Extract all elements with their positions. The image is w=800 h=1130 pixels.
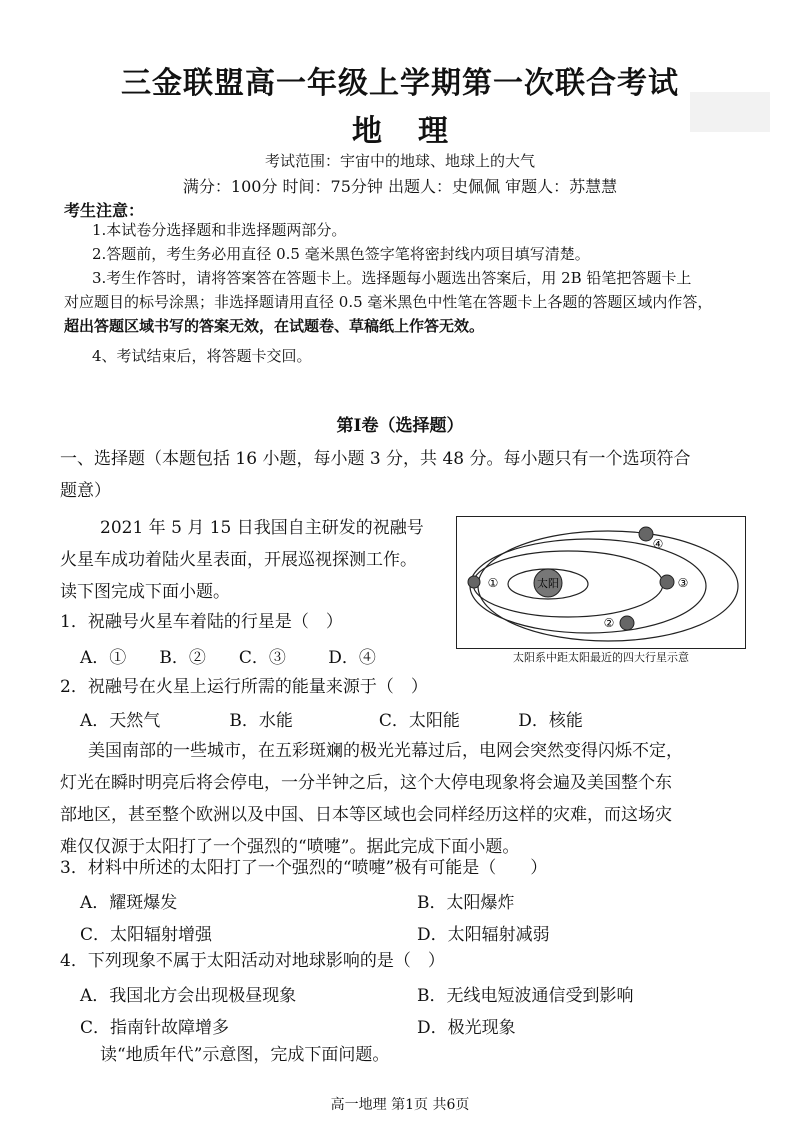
planet-1-icon: [468, 576, 480, 588]
question-1-options: [80, 643, 376, 668]
question-4-stem: 4．下列现象不属于太阳活动对地球影响的是（ ）: [60, 951, 445, 971]
q1-option-c: C．③: [238, 648, 286, 668]
q3-option-d: D．太阳辐射减弱: [417, 925, 550, 945]
sun-label: 太阳: [537, 577, 559, 590]
notice-item-1: 1.本试卷分选择题和非选择题两部分。: [92, 221, 347, 239]
q2-option-c: C．太阳能: [378, 711, 460, 731]
planet-4-icon: [639, 527, 653, 541]
question-2-stem: 2．祝融号在火星上运行所需的能量来源于（ ）: [60, 677, 428, 697]
section-intro-line-1: 一、选择题（本题包括 16 小题，每小题 3 分，共 48 分。每小题只有一个选项符合: [60, 449, 691, 469]
q2-option-b: B．水能: [229, 711, 293, 731]
passage-1-line-3: 读下图完成下面小题。: [60, 582, 230, 602]
notice-list: [64, 218, 754, 368]
question-1-stem: 1．祝融号火星车着陆的行星是（ ）: [60, 612, 343, 632]
q1-option-d: D．④: [328, 648, 376, 668]
q2-option-d: D．核能: [518, 711, 583, 731]
exam-title: 三金联盟高一年级上学期第一次联合考试: [121, 66, 679, 101]
marker-3: ③: [677, 576, 689, 590]
q4-option-a: A．我国北方会出现极昼现象: [80, 986, 297, 1006]
exam-meta: 满分：100分 时间：75分钟 出题人：史佩佩 审题人：苏慧慧: [182, 177, 618, 196]
passage-2-line-3: 部地区，甚至整个欧洲以及中国、日本等区域也会同样经历这样的灾难，而这场灾: [60, 805, 672, 825]
notice-item-4: 4、考试结束后，将答题卡交回。: [92, 347, 312, 365]
passage-1-line-1: 2021 年 5 月 15 日我国自主研发的祝融号: [100, 518, 424, 538]
q3-option-c: C．太阳辐射增强: [80, 925, 213, 945]
figure-caption: 太阳系中距太阳最近的四大行星示意: [513, 651, 689, 664]
planet-3-icon: [660, 575, 674, 589]
page-footer: 高一地理 第1页 共6页: [330, 1097, 470, 1113]
passage-2-line-2: 灯光在瞬时明亮后将会停电，一分半钟之后，这个大停电现象将会遍及美国整个东: [60, 773, 672, 793]
section-intro-line-2: 题意）: [60, 481, 111, 501]
passage-2-line-4: 难仅仅源于太阳打了一个强烈的“喷嚏”。据此完成下面小题。: [60, 837, 520, 857]
q1-option-a: A．①: [80, 648, 127, 668]
q4-option-c: C．指南针故障增多: [80, 1018, 230, 1038]
notice-item-3a: 3.考生作答时，请将答案答在答题卡上。选择题每小题选出答案后，用 2B 铅笔把答题卡上: [92, 269, 692, 287]
subject-title: 地理: [352, 114, 484, 149]
passage-1-line-2: 火星车成功着陆火星表面，开展巡视探测工作。: [60, 550, 417, 570]
section-title: 第Ⅰ卷（选择题）: [336, 416, 464, 436]
passage-2-line-1: 美国南部的一些城市，在五彩斑斓的极光光幕过后，电网会突然变得闪烁不定，: [88, 741, 683, 761]
marker-1: ①: [487, 576, 499, 590]
q4-option-d: D．极光现象: [417, 1018, 516, 1038]
exam-scope: 考试范围：宇宙中的地球、地球上的大气: [264, 152, 535, 170]
q3-option-b: B．太阳爆炸: [417, 893, 515, 913]
notice-heading: 考生注意：: [64, 201, 145, 220]
marker-2: ②: [603, 616, 615, 630]
q4-option-b: B．无线电短波通信受到影响: [417, 986, 634, 1006]
question-3-stem: 3．材料中所述的太阳打了一个强烈的“喷嚏”极有可能是（ ）: [60, 858, 548, 878]
q1-option-b: B．②: [159, 648, 206, 668]
passage-2: [60, 735, 750, 863]
solar-system-diagram: [456, 516, 746, 666]
q3-option-a: A．耀斑爆发: [80, 893, 178, 913]
next-section-prompt: 读“地质年代”示意图，完成下面问题。: [100, 1045, 390, 1065]
passage-1: [60, 512, 450, 608]
marker-4: ④: [652, 537, 664, 551]
question-2-options: [80, 706, 583, 731]
notice-item-2: 2.答题前，考生务必用直径 0.5 毫米黑色签字笔将密封线内项目填写清楚。: [92, 245, 590, 263]
notice-item-3b: 对应题目的标号涂黑；非选择题请用直径 0.5 毫米黑色中性笔在答题卡上各题的答题区域内作答，: [64, 293, 713, 311]
notice-item-3c: 超出答题区域书写的答案无效，在试题卷、草稿纸上作答无效。: [64, 317, 485, 335]
section-intro: [60, 443, 750, 507]
q2-option-a: A．天然气: [80, 711, 161, 731]
